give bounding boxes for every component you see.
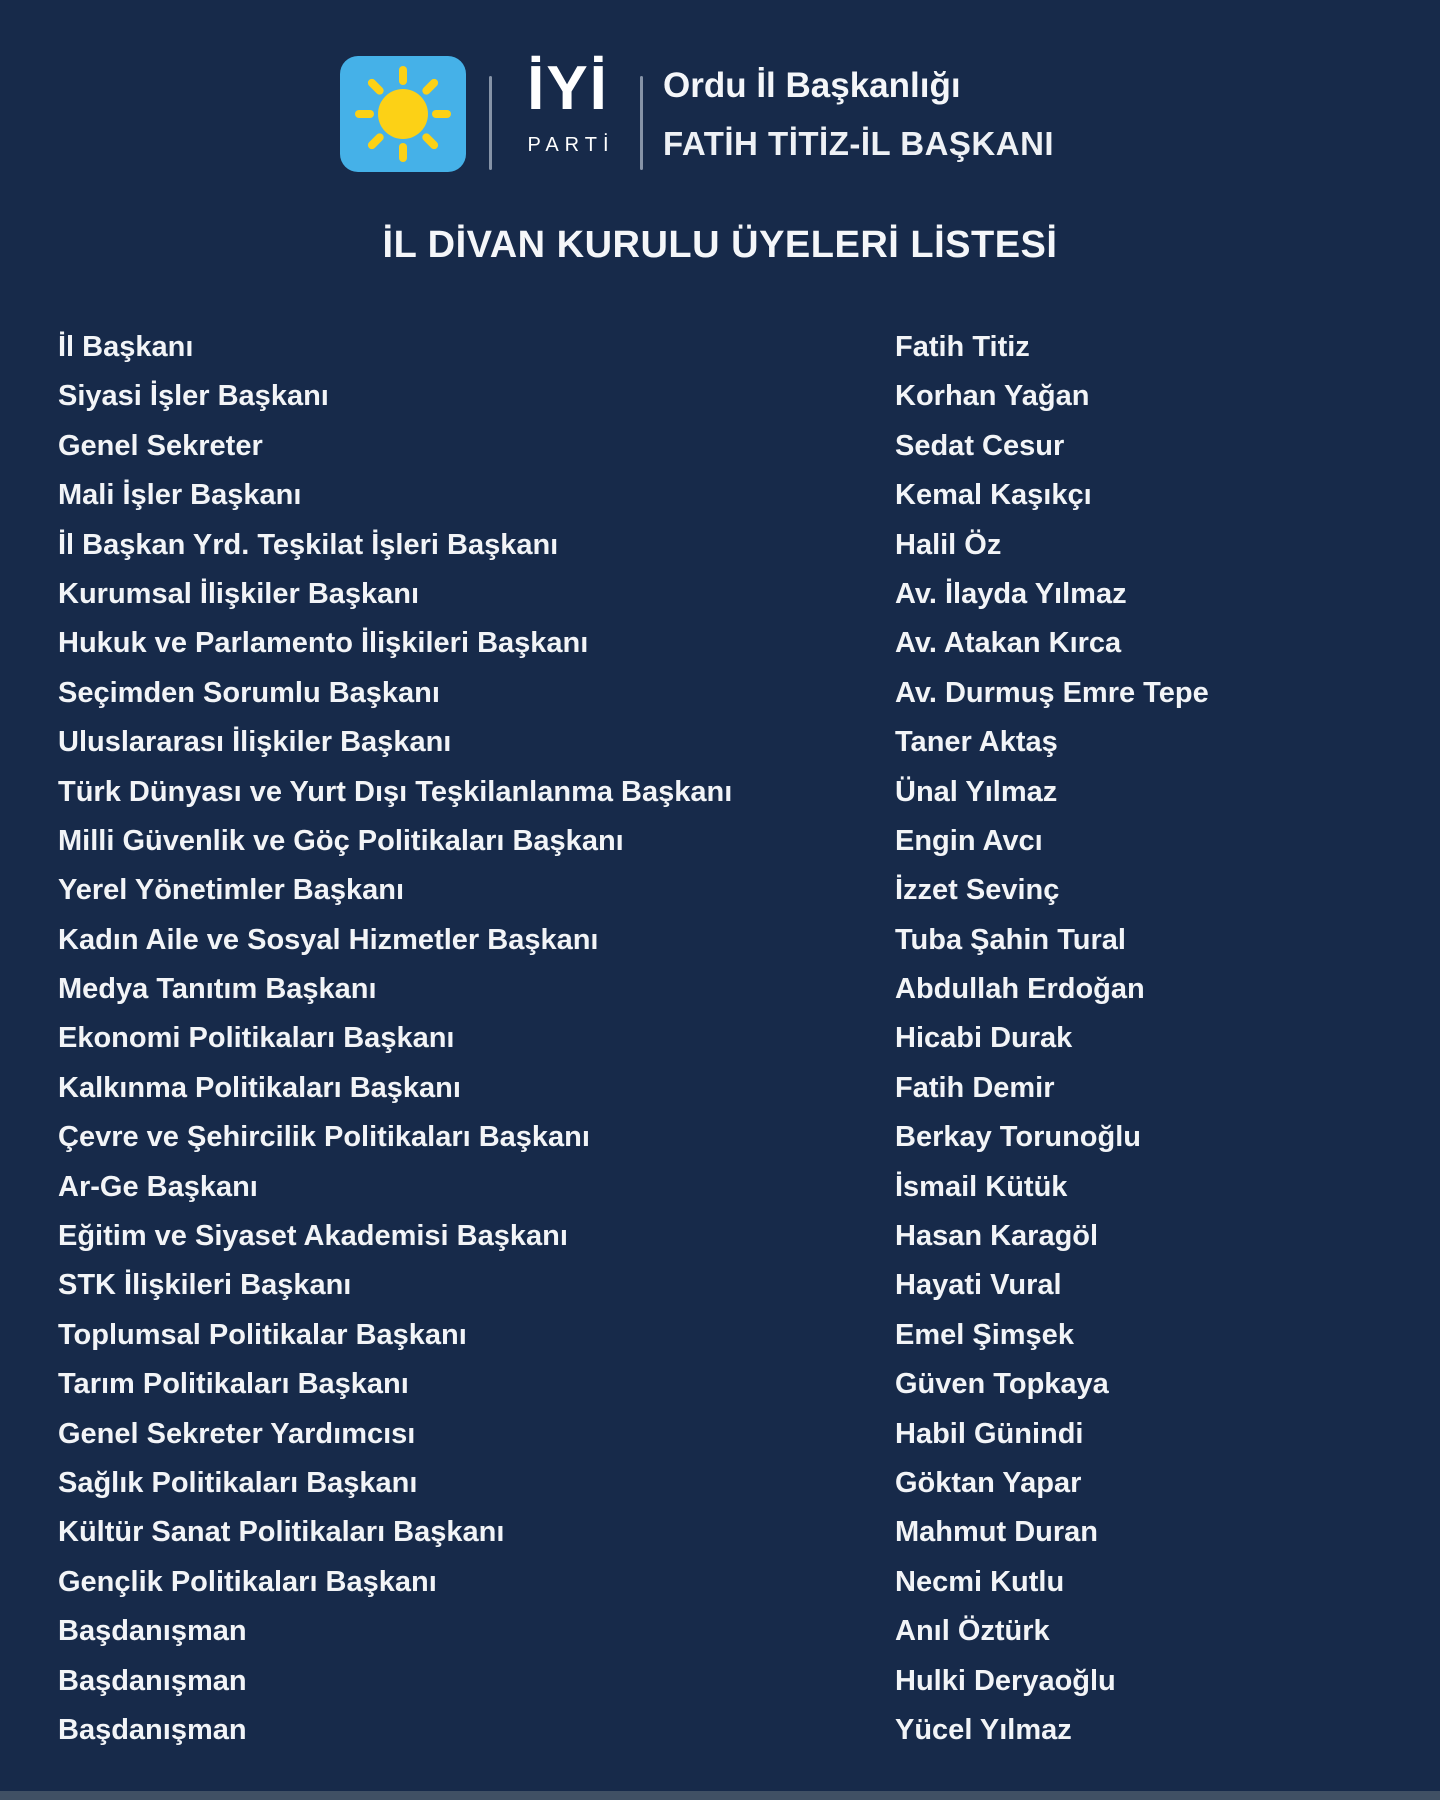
- list-row: [58, 768, 1420, 817]
- name-label: Av. Atakan Kırca: [895, 627, 1122, 660]
- header-divider-left: [489, 76, 492, 170]
- list-row: [58, 1064, 1420, 1113]
- list-row: [58, 1212, 1420, 1261]
- role-label: İl Başkanı: [58, 331, 194, 363]
- name-label: Av. Durmuş Emre Tepe: [895, 676, 1209, 709]
- role-label: Tarım Politikaları Başkanı: [58, 1368, 409, 1401]
- role-label: Siyasi İşler Başkanı: [58, 380, 329, 413]
- list-row: [58, 1558, 1420, 1607]
- role-label: Kurumsal İlişkiler Başkanı: [58, 577, 420, 610]
- members-list: [58, 323, 1420, 1755]
- role-label: Seçimden Sorumlu Başkanı: [58, 676, 440, 709]
- name-label: Mahmut Duran: [895, 1516, 1098, 1549]
- name-label: Göktan Yapar: [895, 1466, 1082, 1499]
- name-label: Hulki Deryaoğlu: [895, 1664, 1116, 1697]
- role-label: Gençlik Politikaları Başkanı: [58, 1565, 437, 1598]
- name-label: Tuba Şahin Tural: [895, 923, 1126, 956]
- name-label: Taner Aktaş: [895, 726, 1058, 759]
- name-label: İsmail Kütük: [895, 1170, 1068, 1203]
- list-row: [58, 1607, 1420, 1656]
- list-row: [58, 1014, 1420, 1063]
- name-label: Anıl Öztürk: [895, 1615, 1050, 1648]
- bottom-strip: [0, 1791, 1440, 1800]
- role-label: Çevre ve Şehircilik Politikaları Başkanı: [58, 1121, 590, 1154]
- name-label: Habil Günindi: [895, 1417, 1084, 1450]
- org-block: [663, 68, 1054, 160]
- name-label: Sedat Cesur: [895, 429, 1065, 462]
- name-label: Necmi Kutlu: [895, 1565, 1065, 1598]
- name-label: Ünal Yılmaz: [895, 775, 1058, 808]
- list-row: [58, 1163, 1420, 1212]
- list-row: [58, 916, 1420, 965]
- name-label: Kemal Kaşıkçı: [895, 479, 1092, 512]
- name-label: Fatih Demir: [895, 1071, 1055, 1104]
- list-row: [58, 965, 1420, 1014]
- list-row: [58, 619, 1420, 668]
- name-label: Fatih Titiz: [895, 331, 1030, 363]
- role-label: İl Başkan Yrd. Teşkilat İşleri Başkanı: [58, 528, 559, 561]
- role-label: Genel Sekreter: [58, 429, 263, 462]
- sun-icon: [353, 64, 453, 164]
- name-label: Hayati Vural: [895, 1269, 1062, 1302]
- role-label: STK İlişkileri Başkanı: [58, 1269, 352, 1302]
- name-label: Korhan Yağan: [895, 380, 1090, 413]
- role-label: Başdanışman: [58, 1664, 247, 1697]
- list-row: [58, 1410, 1420, 1459]
- role-label: Eğitim ve Siyaset Akademisi Başkanı: [58, 1220, 568, 1253]
- list-row: [58, 1459, 1420, 1508]
- role-label: Milli Güvenlik ve Göç Politikaları Başkanı: [58, 824, 624, 857]
- list-row: [58, 817, 1420, 866]
- role-label: Yerel Yönetimler Başkanı: [58, 874, 405, 907]
- role-label: Kültür Sanat Politikaları Başkanı: [58, 1516, 505, 1549]
- list-row: [58, 422, 1420, 471]
- role-label: Toplumsal Politikalar Başkanı: [58, 1318, 467, 1351]
- list-row: [58, 372, 1420, 421]
- name-label: Engin Avcı: [895, 824, 1043, 857]
- party-wordmark-sub: PARTİ: [527, 134, 615, 156]
- name-label: Av. İlayda Yılmaz: [895, 577, 1127, 610]
- list-row: [58, 521, 1420, 570]
- page-title: İL DİVAN KURULU ÜYELERİ LİSTESİ: [382, 224, 1058, 266]
- list-row: [58, 866, 1420, 915]
- role-label: Türk Dünyası ve Yurt Dışı Teşkilanlanma Başkanı: [58, 775, 733, 808]
- list-row: [58, 1261, 1420, 1310]
- list-row: [58, 718, 1420, 767]
- role-label: Başdanışman: [58, 1713, 247, 1746]
- name-label: Berkay Torunoğlu: [895, 1121, 1141, 1154]
- name-label: Hicabi Durak: [895, 1022, 1073, 1055]
- list-row: [58, 1508, 1420, 1557]
- role-label: Başdanışman: [58, 1615, 247, 1648]
- list-row: [58, 1113, 1420, 1162]
- list-row: [58, 323, 1420, 372]
- role-label: Hukuk ve Parlamento İlişkileri Başkanı: [58, 627, 589, 660]
- name-label: Emel Şimşek: [895, 1318, 1074, 1351]
- name-label: Abdullah Erdoğan: [895, 973, 1145, 1006]
- role-label: Uluslararası İlişkiler Başkanı: [58, 726, 452, 759]
- name-label: İzzet Sevinç: [895, 874, 1060, 907]
- list-row: [58, 570, 1420, 619]
- party-logo: [340, 56, 466, 172]
- role-label: Mali İşler Başkanı: [58, 479, 302, 512]
- name-label: Güven Topkaya: [895, 1368, 1109, 1401]
- role-label: Ekonomi Politikaları Başkanı: [58, 1022, 455, 1055]
- role-label: Genel Sekreter Yardımcısı: [58, 1417, 416, 1450]
- role-label: Sağlık Politikaları Başkanı: [58, 1466, 418, 1499]
- header-divider-right: [640, 76, 643, 170]
- role-label: Kalkınma Politikaları Başkanı: [58, 1071, 461, 1104]
- role-label: Ar-Ge Başkanı: [58, 1170, 258, 1203]
- party-wordmark-main: İYİ: [527, 54, 609, 123]
- role-label: Medya Tanıtım Başkanı: [58, 973, 377, 1006]
- org-subtitle: FATİH TİTİZ-İL BAŞKANI: [663, 125, 1055, 162]
- list-row: [58, 669, 1420, 718]
- list-row: [58, 1311, 1420, 1360]
- party-wordmark: [502, 54, 634, 157]
- name-label: Yücel Yılmaz: [895, 1713, 1072, 1746]
- list-row: [58, 1706, 1420, 1755]
- name-label: Hasan Karagöl: [895, 1220, 1099, 1253]
- org-title: Ordu İl Başkanlığı: [663, 66, 961, 105]
- list-row: [58, 471, 1420, 520]
- list-row: [58, 1360, 1420, 1409]
- list-row: [58, 1657, 1420, 1706]
- role-label: Kadın Aile ve Sosyal Hizmetler Başkanı: [58, 923, 599, 956]
- name-label: Halil Öz: [895, 528, 1002, 561]
